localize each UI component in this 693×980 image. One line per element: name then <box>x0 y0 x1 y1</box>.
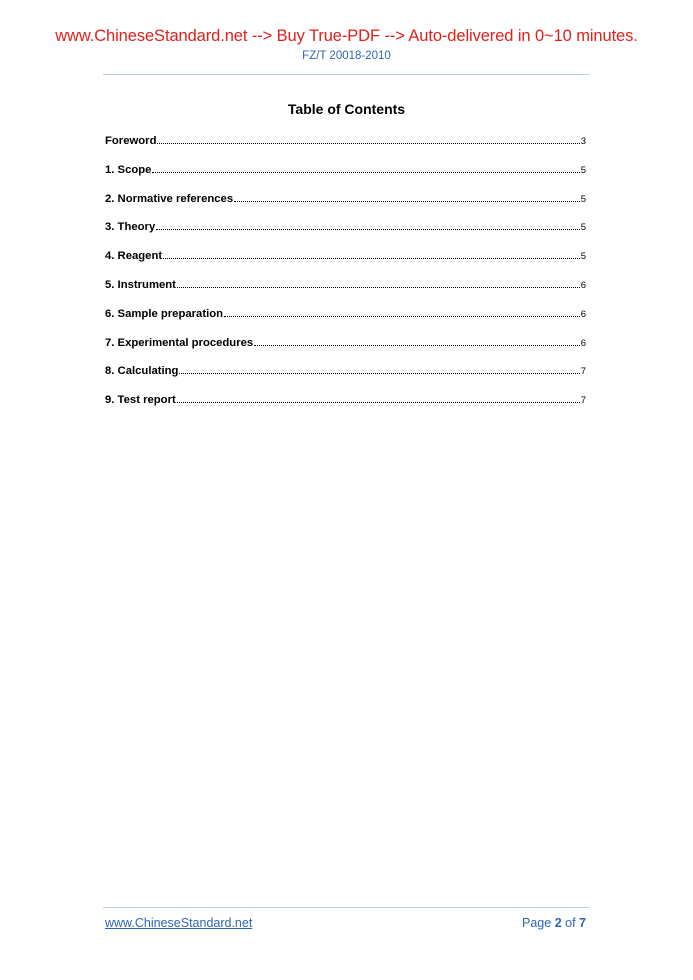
toc-entry-foreword[interactable] <box>105 135 586 164</box>
toc-entry-page: 5 <box>580 164 586 176</box>
page-separator: of <box>565 916 576 930</box>
toc-entry-calculating[interactable] <box>105 365 586 394</box>
toc-entry-page: 7 <box>580 366 586 378</box>
page-indicator <box>522 916 586 930</box>
toc-dot-leader <box>163 258 580 259</box>
toc-entry-normative-references[interactable] <box>105 193 586 222</box>
toc-entry-theory[interactable] <box>105 221 586 250</box>
toc-dot-leader <box>177 402 580 403</box>
toc-entry-label: 5. Instrument <box>105 278 176 291</box>
toc-entry-label: 4. Reagent <box>105 250 163 263</box>
toc-entry-label: Foreword <box>105 135 157 147</box>
toc-list <box>105 135 586 423</box>
total-pages: 7 <box>579 916 586 930</box>
page-prefix: Page <box>522 916 552 930</box>
toc-entry-page: 6 <box>580 337 586 349</box>
toc-dot-leader <box>177 287 580 288</box>
footer-divider <box>103 907 589 908</box>
toc-entry-page: 6 <box>580 279 586 291</box>
toc-entry-test-report[interactable] <box>105 394 586 423</box>
toc-entry-label: 3. Theory <box>105 221 156 234</box>
toc-entry-page: 5 <box>580 222 586 234</box>
toc-entry-label: 6. Sample preparation <box>105 307 224 320</box>
toc-dot-leader <box>234 201 580 202</box>
promo-banner: www.ChineseStandard.net --> Buy True-PDF --> Auto-delivered in 0~10 minutes. <box>55 27 638 45</box>
toc-dot-leader <box>224 316 580 317</box>
toc-title: Table of Contents <box>287 101 406 117</box>
toc-dot-leader <box>157 143 579 144</box>
header-divider <box>103 74 589 75</box>
toc-entry-scope[interactable] <box>105 164 586 193</box>
toc-dot-leader <box>254 345 580 346</box>
toc-entry-experimental-procedures[interactable] <box>105 337 586 366</box>
toc-entry-page: 3 <box>580 136 586 147</box>
standard-code: FZ/T 20018-2010 <box>302 50 391 62</box>
toc-entry-page: 7 <box>580 395 586 407</box>
toc-entry-sample-preparation[interactable] <box>105 308 586 337</box>
toc-dot-leader <box>179 373 579 374</box>
footer-site-link[interactable]: www.ChineseStandard.net <box>105 916 253 930</box>
toc-entry-label: 7. Experimental procedures <box>105 336 254 349</box>
toc-entry-label: 9. Test report <box>105 394 176 407</box>
current-page-number: 2 <box>554 916 562 930</box>
toc-entry-instrument[interactable] <box>105 279 586 308</box>
toc-entry-label: 2. Normative references <box>105 192 234 205</box>
toc-entry-reagent[interactable] <box>105 250 586 279</box>
toc-entry-label: 1. Scope <box>105 163 152 176</box>
toc-entry-label: 8. Calculating <box>105 365 179 378</box>
toc-entry-page: 6 <box>580 308 586 320</box>
toc-entry-page: 5 <box>580 251 586 263</box>
toc-dot-leader <box>152 172 579 173</box>
toc-entry-page: 5 <box>580 193 586 205</box>
toc-dot-leader <box>156 229 579 230</box>
